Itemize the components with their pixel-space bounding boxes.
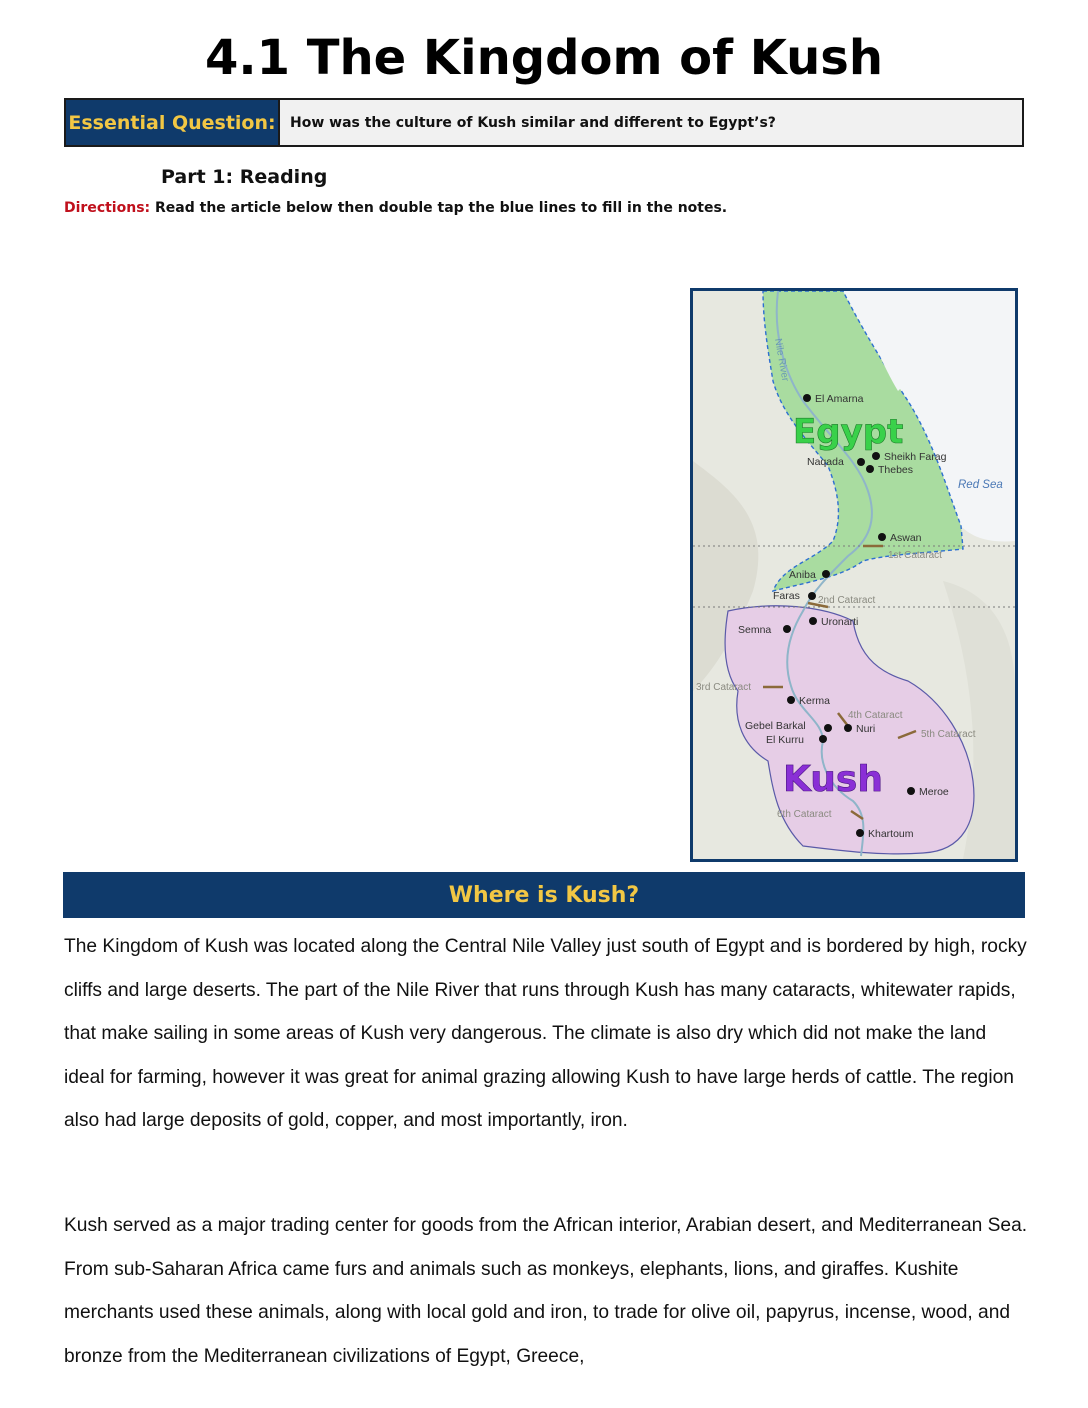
- place-label: Aswan: [890, 532, 922, 544]
- city-dot: [866, 465, 874, 473]
- city-dot: [787, 696, 795, 704]
- essential-question-box: [64, 98, 1024, 147]
- kush-map: [690, 288, 1018, 862]
- place-label: Naqada: [807, 456, 844, 468]
- place-label: Uronarti: [821, 616, 859, 628]
- paragraph: Kush served as a major trading center for goods from the African interior, Arabian desert, and Mediterranean Sea. From sub-Saharan Africa came furs and animals such as monkeys, elephants, lions, and giraffes. Kushite merchants used these animals, along with local gold and iron, to trade for olive oil, papyrus, incense, wood, and bronze from the Mediterranean civilizations of Egypt, Greece,: [64, 1215, 1028, 1367]
- kush-label: Kush: [783, 759, 883, 800]
- egypt-label: Egypt: [793, 412, 904, 452]
- city-dot: [878, 533, 886, 541]
- place-label: El Kurru: [766, 734, 804, 746]
- directions-text: Read the article below then double tap the blue lines to fill in the notes.: [150, 200, 728, 216]
- cataract-label: 4th Cataract: [848, 710, 903, 721]
- place-label: Kerma: [799, 695, 830, 707]
- place-label: Aniba: [789, 569, 816, 581]
- cataract-label: 2nd Cataract: [818, 595, 876, 606]
- city-dot: [857, 458, 865, 466]
- place-label: Nuri: [856, 723, 876, 735]
- place-label: El Amarna: [815, 393, 864, 405]
- cataract-label: 1st Cataract: [888, 550, 942, 561]
- page-title: 4.1 The Kingdom of Kush: [205, 30, 883, 86]
- cataract-label: 3rd Cataract: [696, 682, 752, 693]
- section-heading: Where is Kush?: [63, 872, 1025, 918]
- city-dot: [907, 787, 915, 795]
- part-heading: Part 1: Reading: [161, 166, 328, 188]
- city-dot: [856, 829, 864, 837]
- sea-label: Red Sea: [958, 479, 1003, 491]
- place-label: Faras: [773, 590, 800, 602]
- city-dot: [808, 592, 816, 600]
- city-dot: [872, 452, 880, 460]
- cataract-label: 6th Cataract: [777, 809, 832, 820]
- place-label: Meroe: [919, 786, 949, 798]
- directions: [64, 200, 727, 216]
- city-dot: [783, 625, 791, 633]
- city-dot: [822, 570, 830, 578]
- place-label: Semna: [738, 624, 772, 636]
- place-label: Sheikh Farag: [884, 451, 947, 463]
- city-dot: [824, 724, 832, 732]
- city-dot: [809, 617, 817, 625]
- city-dot: [819, 735, 827, 743]
- place-label: Thebes: [878, 464, 914, 476]
- essential-question-label: Essential Question:: [66, 100, 280, 145]
- river-label: Nile River: [772, 337, 791, 383]
- directions-label: Directions:: [64, 200, 151, 216]
- map-svg: [693, 291, 1015, 859]
- place-label: Khartoum: [868, 828, 914, 840]
- city-dot: [844, 724, 852, 732]
- place-label: Gebel Barkal: [745, 720, 806, 732]
- essential-question-text: How was the culture of Kush similar and different to Egypt’s?: [280, 100, 1022, 145]
- paragraph: The Kingdom of Kush was located along the Central Nile Valley just south of Egypt and is bordered by high, rocky cliffs and large deserts. The part of the Nile River that runs through Kush has many cataracts, whitewater rapids, that make sailing in some areas of Kush very dangerous. The climate is also dry which did not make the land ideal for farming, however it was great for animal grazing allowing Kush to have large herds of cattle. The region also had large deposits of gold, copper, and most importantly, iron.: [64, 936, 1027, 1132]
- cataract-label: 5th Cataract: [921, 729, 976, 740]
- city-dot: [803, 394, 811, 402]
